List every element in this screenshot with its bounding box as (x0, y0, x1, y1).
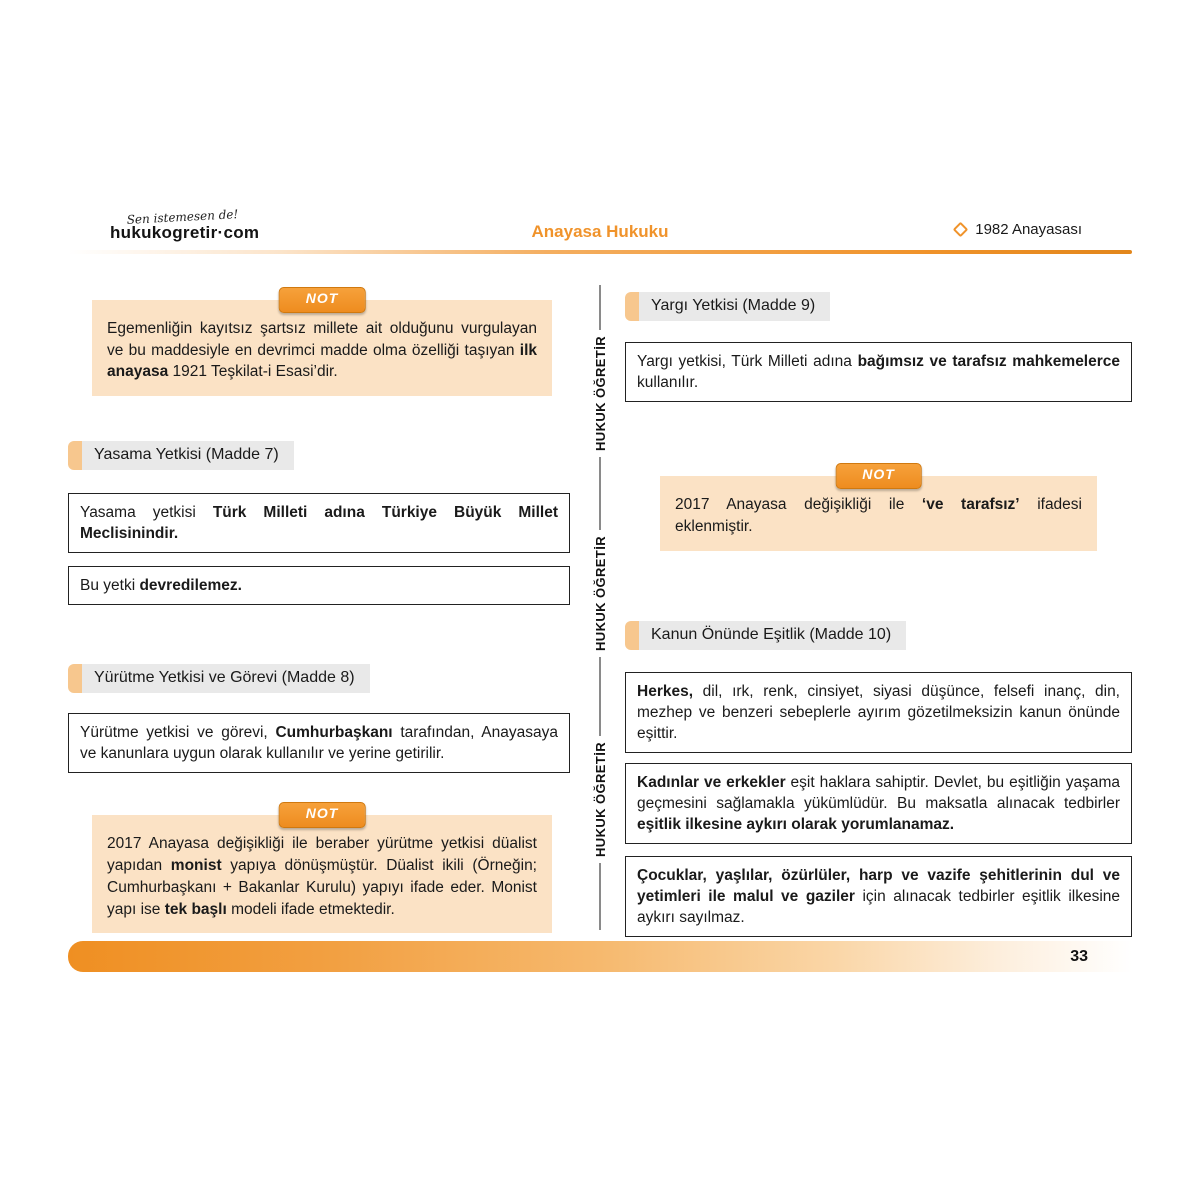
logo-site-name: hukukogretir·com (110, 223, 260, 242)
section-title: Yasama Yetkisi (Madde 7) (82, 441, 294, 470)
article-box-yurutme-1: Yürütme yetkisi ve görevi, Cumhurbaşkanı tarafından, Anayasaya ve kanunlara uygun olarak kullanılır ve yerine getirilir. (68, 713, 570, 773)
watermark-text: HUKUK ÖĞRETİR (592, 536, 608, 651)
chapter-indicator (955, 221, 1082, 238)
section-tab-accent (625, 292, 639, 321)
page-number: 33 (1070, 947, 1088, 965)
note-text: 2017 Anayasa değişikliği ile ‘ve tarafsız’ ifadesi eklenmiştir. (675, 496, 1082, 535)
note-box-tarafsiz (660, 466, 1097, 550)
watermark-text: HUKUK ÖĞRETİR (592, 336, 608, 451)
footer-bar (68, 941, 1132, 972)
diamond-icon (953, 222, 969, 238)
watermark-text: HUKUK ÖĞRETİR (592, 741, 608, 857)
section-header-yargi (625, 292, 830, 321)
article-box-esitlik-3: Çocuklar, yaşlılar, özürlüler, harp ve vazife şehitlerinin dul ve yetimleri ile malul ve gaziler için alınacak tedbirler eşitlik ilkesine aykırı sayılmaz. (625, 856, 1132, 937)
header-divider-rule (68, 250, 1132, 254)
divider-line (599, 863, 601, 930)
divider-line (599, 657, 601, 736)
note-tab: NOT (279, 802, 366, 828)
article-box-yargi-1: Yargı yetkisi, Türk Milleti adına bağımsız ve tarafsız mahkemelerce kullanılır. (625, 342, 1132, 402)
section-tab-accent (68, 664, 82, 693)
page-title: Anayasa Hukuku (531, 222, 669, 241)
divider-line (599, 285, 601, 330)
note-tab: NOT (835, 463, 922, 489)
logo-slogan: Sen istemesen de! (126, 207, 239, 227)
article-box-yasama-1: Yasama yetkisi Türk Milleti adına Türkiye Büyük Millet Meclisinindir. (68, 493, 570, 553)
section-header-yasama (68, 441, 294, 470)
section-header-esitlik (625, 621, 906, 650)
article-box-esitlik-2: Kadınlar ve erkekler eşit haklara sahiptir. Devlet, bu eşitliğin yaşama geçmesini sağlamakla yükümlüdür. Bu maksatla alınacak tedbirler eşitlik ilkesine aykırı olarak yorumlanamaz. (625, 763, 1132, 844)
note-text: Egemenliğin kayıtsız şartsız millete ait olduğunu vurgulayan ve bu maddesiyle en devrimci madde olma özelliği taşıyan ilk anayasa 1921 Teşkilat-i Esasi’dir. (107, 320, 537, 381)
left-column (68, 285, 570, 933)
article-box-yasama-2: Bu yetki devredilemez. (68, 566, 570, 605)
article-box-esitlik-1: Herkes, dil, ırk, renk, cinsiyet, siyasi düşünce, felsefi inanç, din, mezhep ve benzeri sebeplerle ayırım gözetilmeksizin kanun önünde eşittir. (625, 672, 1132, 753)
note-text: 2017 Anayasa değişikliği ile beraber yürütme yetkisi düalist yapıdan monist yapıya dönüşmüştür. Düalist ikili (Örneğin; Cumhurbaşkanı + Bakanlar Kurulu) yapıyı ifade eder. Monist yapı ise tek başlı modeli ifade etmektedir. (107, 835, 537, 918)
right-column (625, 285, 1132, 937)
section-title: Kanun Önünde Eşitlik (Madde 10) (639, 621, 906, 650)
section-header-yurutme (68, 664, 370, 693)
chapter-label: 1982 Anayasası (975, 221, 1082, 238)
divider-line (599, 457, 601, 530)
note-tab: NOT (279, 287, 366, 313)
section-title: Yargı Yetkisi (Madde 9) (639, 292, 830, 321)
note-box-egemenlik (92, 290, 552, 396)
section-tab-accent (625, 621, 639, 650)
section-title: Yürütme Yetkisi ve Görevi (Madde 8) (82, 664, 370, 693)
note-box-monist (92, 805, 552, 933)
section-tab-accent (68, 441, 82, 470)
column-divider (588, 285, 612, 930)
